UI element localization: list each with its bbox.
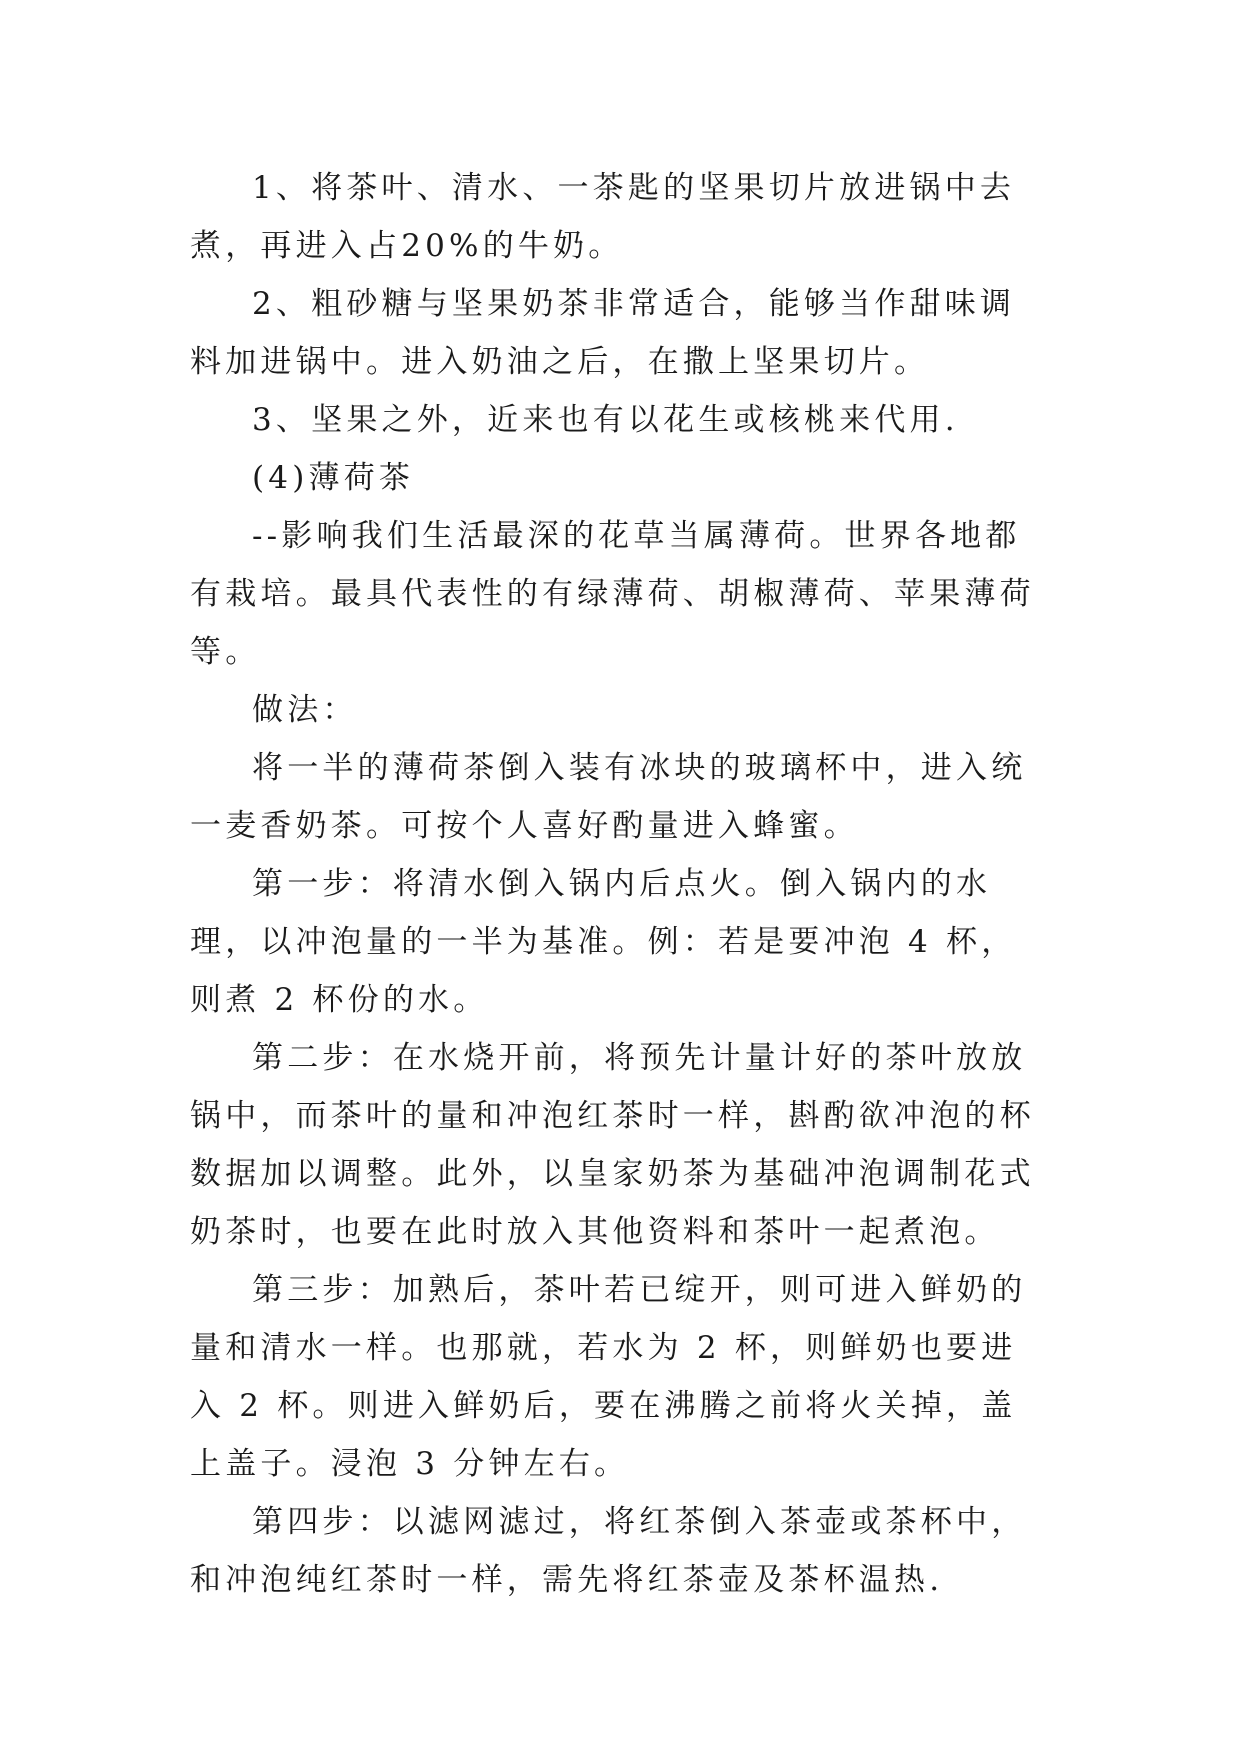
method-label: 做法： bbox=[252, 692, 358, 728]
paragraph-fourth-step: 第四步：以滤网滤过，将红茶倒入茶壶或茶杯中，和冲泡纯红茶时一样，需先将红茶壶及茶杯温热. bbox=[190, 1504, 1027, 1598]
document-body bbox=[190, 159, 1050, 1609]
paragraph-third-step: 第三步：加熟后，茶叶若已绽开，则可进入鲜奶的量和清水一样。也那就，若水为 2 杯，则鲜奶也要进入 2 杯。则进入鲜奶后，要在沸腾之前将火关掉，盖上盖子。浸泡 3 分钟左右。 bbox=[190, 1272, 1027, 1482]
paragraph-step-2: 2、粗砂糖与坚果奶茶非常适合，能够当作甜味调料加进锅中。进入奶油之后，在撒上坚果切片。 bbox=[190, 286, 1016, 380]
paragraph-first-step: 第一步：将清水倒入锅内后点火。倒入锅内的水理，以冲泡量的一半为基准。例：若是要冲泡 4 杯，则煮 2 杯份的水。 bbox=[190, 866, 1017, 1018]
section-heading-mint-tea: (4)薄荷茶 bbox=[252, 460, 415, 496]
paragraph-second-step: 第二步：在水烧开前，将预先计量计好的茶叶放放锅中，而茶叶的量和冲泡红茶时一样，斟酌欲冲泡的杯数据加以调整。此外，以皇家奶茶为基础冲泡调制花式奶茶时，也要在此时放入其他资料和茶叶一起煮泡。 bbox=[190, 1040, 1035, 1250]
paragraph-step-1: 1、将茶叶、清水、一茶匙的坚果切片放进锅中去煮，再进入占20%的牛奶。 bbox=[190, 170, 1016, 264]
paragraph-mint-intro: --影响我们生活最深的花草当属薄荷。世界各地都有栽培。最具代表性的有绿薄荷、胡椒薄荷、苹果薄荷等。 bbox=[190, 518, 1035, 670]
paragraph-method: 将一半的薄荷茶倒入装有冰块的玻璃杯中，进入统一麦香奶茶。可按个人喜好酌量进入蜂蜜。 bbox=[190, 750, 1027, 844]
paragraph-step-3: 3、坚果之外，近来也有以花生或核桃来代用. bbox=[252, 402, 959, 438]
